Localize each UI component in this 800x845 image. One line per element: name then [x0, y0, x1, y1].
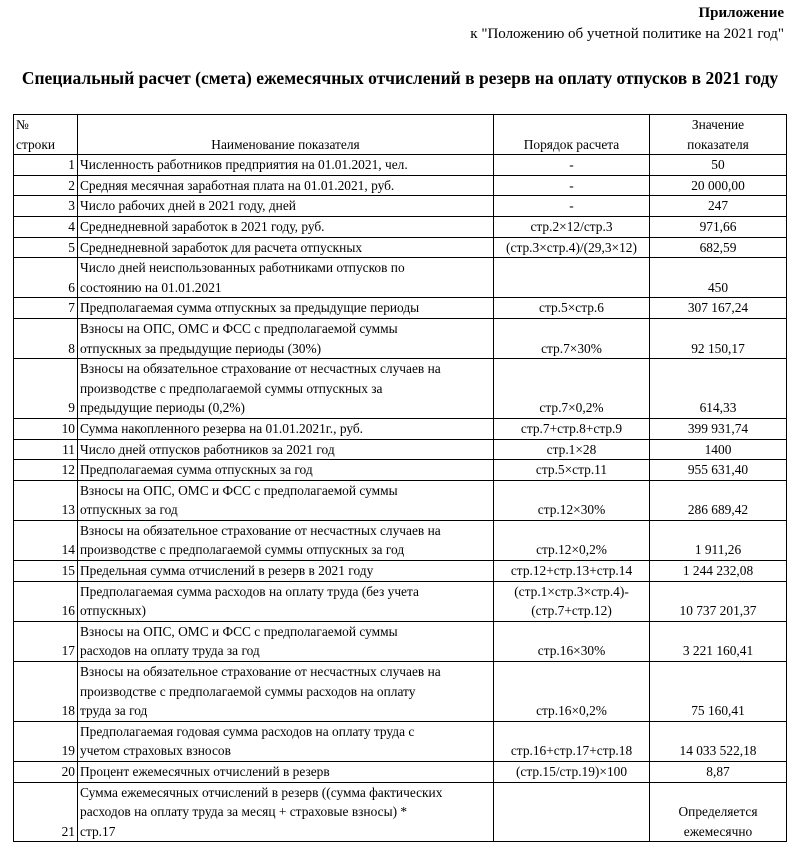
calculation-order: стр.1×28 — [494, 439, 650, 460]
indicator-name: Среднедневной заработок для расчета отпускных — [78, 237, 494, 258]
calculation-order: стр.16+стр.17+стр.18 — [494, 721, 650, 761]
indicator-name: Среднедневной заработок в 2021 году, руб. — [78, 216, 494, 237]
row-number: 3 — [14, 196, 78, 217]
table-row — [14, 298, 787, 319]
table-row — [14, 480, 787, 520]
indicator-value: 3 221 160,41 — [650, 621, 787, 661]
indicator-name: Взносы на ОПС, ОМС и ФСС с предполагаемой суммы расходов на оплату труда за год — [78, 621, 494, 661]
indicator-value: 307 167,24 — [650, 298, 787, 319]
indicator-value: 399 931,74 — [650, 418, 787, 439]
row-number: 14 — [14, 520, 78, 560]
calculation-order: стр.5×стр.11 — [494, 460, 650, 481]
calculation-order: стр.12+стр.13+стр.14 — [494, 561, 650, 582]
calculation-order — [494, 782, 650, 842]
indicator-value: 8,87 — [650, 762, 787, 783]
calculation-order: стр.7×0,2% — [494, 359, 650, 419]
calculation-order: (стр.3×стр.4)/(29,3×12) — [494, 237, 650, 258]
row-number: 1 — [14, 155, 78, 176]
calculation-order: стр.5×стр.6 — [494, 298, 650, 319]
row-number: 21 — [14, 782, 78, 842]
row-number: 18 — [14, 662, 78, 722]
indicator-name: Взносы на обязательное страхование от несчастных случаев на производстве с предполагаемой суммы отпускных за предыдущие периоды (0,2%) — [78, 359, 494, 419]
row-number: 13 — [14, 480, 78, 520]
indicator-name: Предполагаемая годовая сумма расходов на оплату труда с учетом страховых взносов — [78, 721, 494, 761]
indicator-name: Предельная сумма отчислений в резерв в 2021 году — [78, 561, 494, 582]
table-row — [14, 439, 787, 460]
indicator-value: 614,33 — [650, 359, 787, 419]
row-number: 16 — [14, 581, 78, 621]
calculation-order: - — [494, 196, 650, 217]
indicator-name: Сумма ежемесячных отчислений в резерв ((сумма фактических расходов на оплату труда за месяц + страховые взносы) * стр.17 — [78, 782, 494, 842]
row-number: 15 — [14, 561, 78, 582]
header-indicator-name: Наименование показателя — [78, 115, 494, 155]
table-row — [14, 216, 787, 237]
calculation-order: (стр.15/стр.19)×100 — [494, 762, 650, 783]
indicator-name: Сумма накопленного резерва на 01.01.2021г., руб. — [78, 418, 494, 439]
table-row — [14, 782, 787, 842]
calculation-order: стр.12×0,2% — [494, 520, 650, 560]
row-number: 7 — [14, 298, 78, 319]
indicator-value: 971,66 — [650, 216, 787, 237]
table-row — [14, 520, 787, 560]
row-number: 5 — [14, 237, 78, 258]
table-row — [14, 155, 787, 176]
table-row — [14, 359, 787, 419]
calculation-order: - — [494, 155, 650, 176]
row-number: 11 — [14, 439, 78, 460]
header-row-number: № строки — [14, 115, 78, 155]
estimate-table-body — [14, 115, 787, 842]
table-row — [14, 460, 787, 481]
table-row — [14, 175, 787, 196]
indicator-value: 450 — [650, 258, 787, 298]
indicator-name: Взносы на обязательное страхование от несчастных случаев на производстве с предполагаемой суммы отпускных за год — [78, 520, 494, 560]
row-number: 9 — [14, 359, 78, 419]
row-number: 19 — [14, 721, 78, 761]
indicator-value: 1 911,26 — [650, 520, 787, 560]
table-row — [14, 581, 787, 621]
appendix-subtitle: к "Положению об учетной политике на 2021 год" — [470, 26, 784, 42]
indicator-value: 50 — [650, 155, 787, 176]
indicator-value: 20 000,00 — [650, 175, 787, 196]
table-row — [14, 258, 787, 298]
table-row — [14, 721, 787, 761]
indicator-value: 92 150,17 — [650, 318, 787, 358]
indicator-name: Процент ежемесячных отчислений в резерв — [78, 762, 494, 783]
indicator-name: Предполагаемая сумма отпускных за предыдущие периоды — [78, 298, 494, 319]
row-number: 10 — [14, 418, 78, 439]
calculation-order: стр.7×30% — [494, 318, 650, 358]
indicator-value: 682,59 — [650, 237, 787, 258]
indicator-name: Число рабочих дней в 2021 году, дней — [78, 196, 494, 217]
indicator-value: 14 033 522,18 — [650, 721, 787, 761]
table-row — [14, 237, 787, 258]
table-row — [14, 762, 787, 783]
row-number: 12 — [14, 460, 78, 481]
indicator-name: Взносы на ОПС, ОМС и ФСС с предполагаемой суммы отпускных за год — [78, 480, 494, 520]
indicator-value: 247 — [650, 196, 787, 217]
indicator-name: Число дней отпусков работников за 2021 год — [78, 439, 494, 460]
calculation-order: стр.2×12/стр.3 — [494, 216, 650, 237]
estimate-table — [13, 114, 787, 842]
indicator-name: Взносы на обязательное страхование от несчастных случаев на производстве с предполагаемой суммы расходов на оплату труда за год — [78, 662, 494, 722]
table-row — [14, 318, 787, 358]
table-header-row — [14, 115, 787, 155]
row-number: 6 — [14, 258, 78, 298]
row-number: 20 — [14, 762, 78, 783]
calculation-order: стр.16×0,2% — [494, 662, 650, 722]
calculation-order: (стр.1×стр.3×стр.4)- (стр.7+стр.12) — [494, 581, 650, 621]
table-row — [14, 418, 787, 439]
table-row — [14, 561, 787, 582]
table-row — [14, 621, 787, 661]
table-row — [14, 662, 787, 722]
document-title: Специальный расчет (смета) ежемесячных отчислений в резерв на оплату отпусков в 2021 году — [21, 68, 779, 88]
calculation-order: стр.16×30% — [494, 621, 650, 661]
row-number: 2 — [14, 175, 78, 196]
indicator-value: 75 160,41 — [650, 662, 787, 722]
row-number: 17 — [14, 621, 78, 661]
header-indicator-value: Значение показателя — [650, 115, 787, 155]
calculation-order — [494, 258, 650, 298]
indicator-name: Численность работников предприятия на 01.01.2021, чел. — [78, 155, 494, 176]
indicator-value: 286 689,42 — [650, 480, 787, 520]
table-row — [14, 196, 787, 217]
row-number: 4 — [14, 216, 78, 237]
calculation-order: - — [494, 175, 650, 196]
indicator-name: Предполагаемая сумма отпускных за год — [78, 460, 494, 481]
indicator-value: 1400 — [650, 439, 787, 460]
indicator-name: Предполагаемая сумма расходов на оплату труда (без учета отпускных) — [78, 581, 494, 621]
appendix-title: Приложение — [698, 5, 784, 21]
indicator-name: Взносы на ОПС, ОМС и ФСС с предполагаемой суммы отпускных за предыдущие периоды (30%) — [78, 318, 494, 358]
calculation-order: стр.12×30% — [494, 480, 650, 520]
indicator-name: Средняя месячная заработная плата на 01.01.2021, руб. — [78, 175, 494, 196]
calculation-order: стр.7+стр.8+стр.9 — [494, 418, 650, 439]
indicator-value: 1 244 232,08 — [650, 561, 787, 582]
indicator-value: 955 631,40 — [650, 460, 787, 481]
indicator-name: Число дней неиспользованных работниками отпусков по состоянию на 01.01.2021 — [78, 258, 494, 298]
header-calculation-order: Порядок расчета — [494, 115, 650, 155]
indicator-value: Определяется ежемесячно — [650, 782, 787, 842]
row-number: 8 — [14, 318, 78, 358]
indicator-value: 10 737 201,37 — [650, 581, 787, 621]
